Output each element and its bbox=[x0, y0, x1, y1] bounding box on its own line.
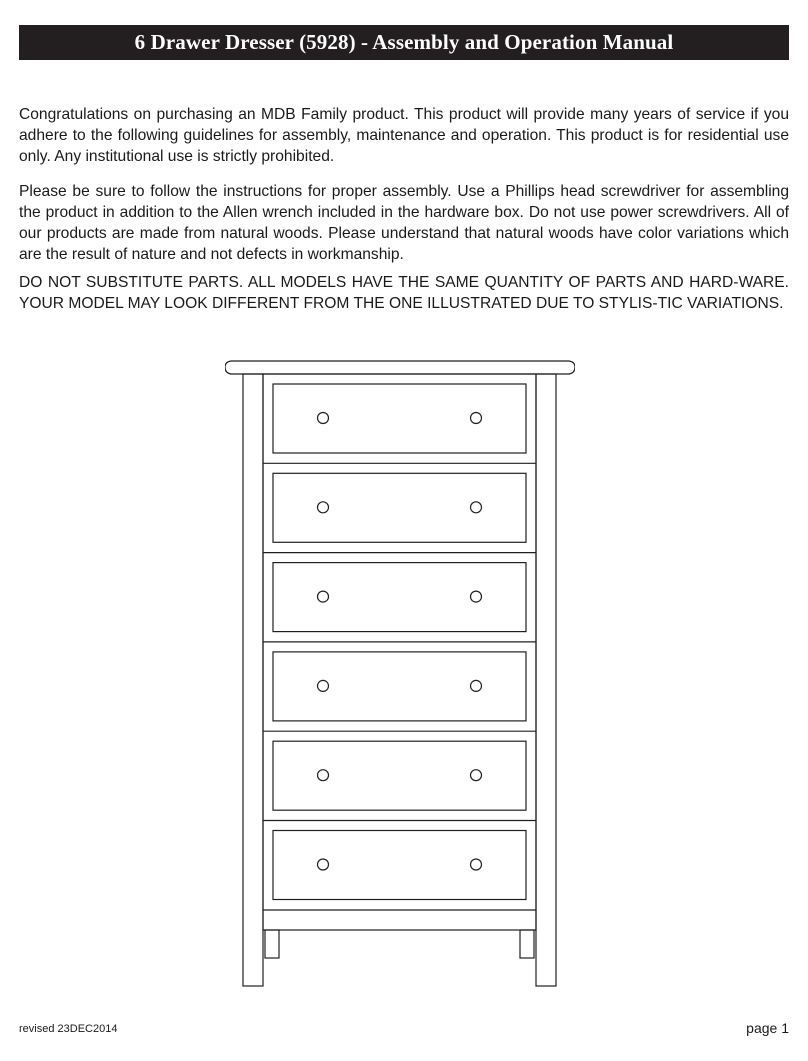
front-left-foot bbox=[265, 930, 279, 958]
drawer-knob bbox=[471, 859, 482, 870]
dresser-left-side bbox=[243, 374, 263, 986]
drawer-knob bbox=[318, 680, 329, 691]
drawer-front bbox=[273, 652, 526, 721]
drawer-front bbox=[273, 384, 526, 453]
dresser-top bbox=[225, 361, 575, 374]
drawer-knob bbox=[318, 413, 329, 424]
drawer-front bbox=[273, 563, 526, 632]
drawer-knob bbox=[471, 591, 482, 602]
assembly-paragraph: Please be sure to follow the instructions for proper assembly. Use a Phillips head screwdriver for assembling the product in addition to the Allen wrench included in the hardware box. Do not use power screwdrivers. All of our products are made from natural woods. Please understand that natural woods have color variations which are the result of nature and not defects in workmanship. bbox=[19, 183, 789, 263]
drawer-knob bbox=[471, 413, 482, 424]
drawer-knob bbox=[318, 502, 329, 513]
drawer-knob bbox=[318, 770, 329, 781]
front-right-foot bbox=[520, 930, 534, 958]
drawer-knob bbox=[318, 591, 329, 602]
drawer-knob bbox=[318, 859, 329, 870]
intro-paragraph: Congratulations on purchasing an MDB Family product. This product will provide many years of service if you adhere to the following guidelines for assembly, maintenance and operation. This product is for residential use only. Any institutional use is strictly prohibited. bbox=[19, 106, 789, 165]
drawer-front bbox=[273, 741, 526, 810]
revision-date: revised 23DEC2014 bbox=[19, 1023, 118, 1035]
drawer-knob bbox=[471, 770, 482, 781]
dresser-illustration bbox=[225, 358, 575, 990]
title-bar bbox=[19, 25, 789, 60]
warning-paragraph: DO NOT SUBSTITUTE PARTS. ALL MODELS HAVE THE SAME QUANTITY OF PARTS AND HARD-WARE. YOUR MODEL MAY LOOK DIFFERENT FROM THE ONE ILLUSTRATED DUE TO STYLIS-TIC VARIATIONS. bbox=[19, 274, 789, 312]
drawer-knob bbox=[471, 502, 482, 513]
drawer-front bbox=[273, 831, 526, 900]
page-title: 6 Drawer Dresser (5928) - Assembly and Operation Manual bbox=[134, 30, 674, 54]
dresser-right-side bbox=[536, 374, 556, 986]
drawer-knob bbox=[471, 680, 482, 691]
page-number: page 1 bbox=[746, 1020, 789, 1036]
drawer-front bbox=[273, 473, 526, 542]
